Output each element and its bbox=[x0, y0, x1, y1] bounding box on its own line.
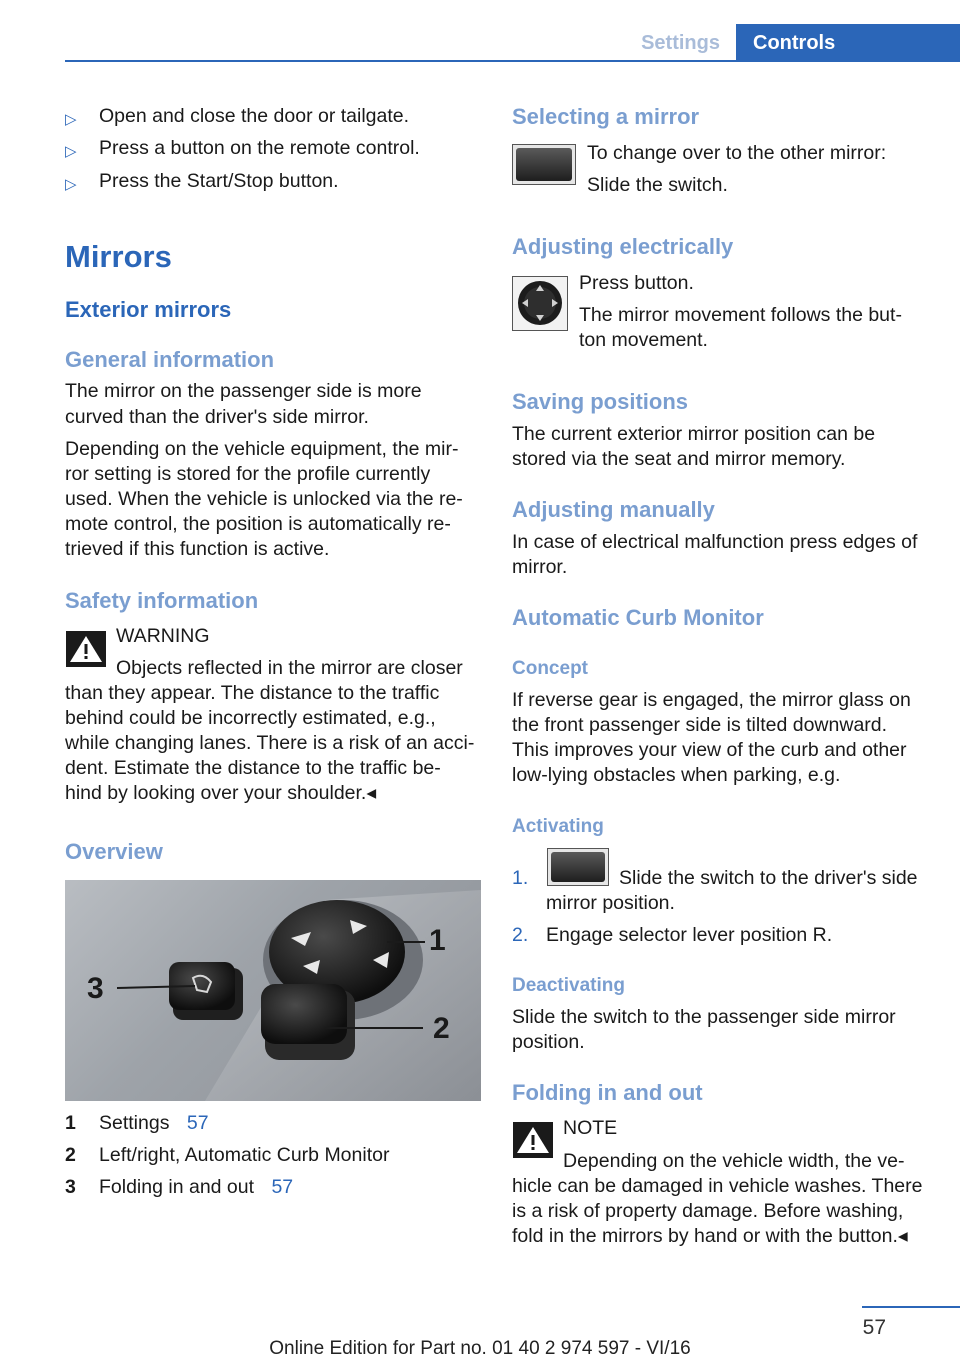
legend-text: Settings bbox=[99, 1112, 170, 1134]
page-number: 57 bbox=[862, 1316, 886, 1339]
step-text: mirror position. bbox=[546, 892, 675, 914]
heading-folding: Folding in and out bbox=[512, 1080, 703, 1105]
page-ref-link[interactable]: 57 bbox=[186, 1112, 209, 1134]
bullet-triangle-icon: ▷ bbox=[65, 143, 77, 160]
heading-overview: Overview bbox=[65, 839, 163, 864]
callout-number: 1 bbox=[429, 924, 446, 957]
saving-line: The current exterior mirror position can be bbox=[512, 423, 876, 445]
warning-triangle-icon bbox=[66, 631, 106, 667]
legend-text: Folding in and out bbox=[99, 1176, 255, 1198]
heading-adjusting-electrically: Adjusting electrically bbox=[512, 234, 734, 259]
heading-concept: Concept bbox=[512, 658, 588, 679]
legend-text: Left/right, Automatic Curb Monitor bbox=[99, 1144, 390, 1166]
general-line: mote control, the position is automatically re- bbox=[65, 513, 451, 535]
concept-line: low-lying obstacles when parking, e.g. bbox=[512, 764, 841, 786]
bullet-item: Open and close the door or tailgate. bbox=[99, 105, 410, 127]
warning-line: behind could be incorrectly estimated, e.g., bbox=[65, 707, 436, 729]
bullet-item: Press the Start/Stop button. bbox=[99, 170, 339, 192]
warning-line: Objects reflected in the mirror are closer bbox=[116, 657, 463, 679]
general-line: used. When the vehicle is unlocked via the re- bbox=[65, 488, 463, 510]
adjust-manual-line: In case of electrical malfunction press edges of bbox=[512, 531, 918, 553]
bullet-item: Press a button on the remote control. bbox=[99, 137, 420, 159]
heading-general-info: General information bbox=[65, 347, 275, 372]
concept-line: This improves your view of the curb and other bbox=[512, 739, 907, 761]
general-paragraph-1: The mirror on the passenger side is more curved than the driver's side mirror. bbox=[65, 380, 422, 428]
mirror-switch-icon bbox=[512, 144, 576, 185]
warning-label: WARNING bbox=[116, 625, 210, 647]
selecting-line: To change over to the other mirror: bbox=[587, 142, 887, 164]
note-triangle-icon bbox=[513, 1122, 553, 1158]
saving-line: stored via the seat and mirror memory. bbox=[512, 448, 846, 470]
warning-line: dent. Estimate the distance to the traffic be- bbox=[65, 757, 441, 779]
concept-line: If reverse gear is engaged, the mirror glass on bbox=[512, 689, 911, 711]
heading-selecting-mirror: Selecting a mirror bbox=[512, 104, 700, 129]
mirror-switch-icon bbox=[547, 848, 609, 886]
adjust-elec-line: The mirror movement follows the but- bbox=[579, 304, 902, 326]
step-number: 2. bbox=[512, 924, 529, 946]
direction-pad-icon bbox=[512, 276, 568, 331]
heading-deactivating: Deactivating bbox=[512, 975, 625, 996]
callout-number: 3 bbox=[87, 972, 104, 1005]
step-text: Engage selector lever position R. bbox=[546, 924, 833, 946]
note-label: NOTE bbox=[563, 1117, 618, 1139]
adjust-manual-line: mirror. bbox=[512, 556, 568, 578]
bullet-triangle-icon: ▷ bbox=[65, 111, 77, 128]
legend-item bbox=[99, 1144, 389, 1167]
section-title-mirrors: Mirrors bbox=[65, 239, 172, 274]
step-number: 1. bbox=[512, 867, 529, 889]
header-section[interactable]: Settings bbox=[641, 32, 720, 54]
note-line: fold in the mirrors by hand or with the button.◂ bbox=[512, 1225, 908, 1247]
note-line: Depending on the vehicle width, the ve- bbox=[563, 1150, 905, 1172]
legend-number: 1 bbox=[65, 1112, 76, 1134]
legend-item bbox=[99, 1176, 293, 1199]
note-line: is a risk of property damage. Before washing, bbox=[512, 1200, 904, 1222]
header-chapter[interactable]: Controls bbox=[736, 24, 960, 62]
legend-number: 2 bbox=[65, 1144, 76, 1166]
footer-rule bbox=[862, 1306, 960, 1308]
warning-line: than they appear. The distance to the traffic bbox=[65, 682, 440, 704]
general-line: trieved if this function is active. bbox=[65, 538, 330, 560]
deactivating-line: Slide the switch to the passenger side mirror bbox=[512, 1006, 896, 1028]
deactivating-line: position. bbox=[512, 1031, 585, 1053]
adjust-elec-line: ton movement. bbox=[579, 329, 708, 351]
adjust-elec-line: Press button. bbox=[579, 272, 694, 294]
legend-item bbox=[99, 1112, 209, 1135]
callout-number: 2 bbox=[433, 1012, 450, 1045]
selecting-line: Slide the switch. bbox=[587, 174, 728, 196]
subsection-title-exterior: Exterior mirrors bbox=[65, 297, 232, 322]
page-ref-link[interactable]: 57 bbox=[271, 1176, 294, 1198]
note-line: hicle can be damaged in vehicle washes. There bbox=[512, 1175, 923, 1197]
heading-saving-positions: Saving positions bbox=[512, 389, 689, 414]
general-line: Depending on the vehicle equipment, the mir- bbox=[65, 438, 459, 460]
heading-automatic-curb-monitor: Automatic Curb Monitor bbox=[512, 605, 764, 630]
bullet-triangle-icon: ▷ bbox=[65, 176, 77, 193]
step-text: Slide the switch to the driver's side bbox=[619, 867, 918, 889]
heading-safety-info: Safety information bbox=[65, 588, 259, 613]
concept-line: the front passenger side is tilted downward. bbox=[512, 714, 888, 736]
legend-number: 3 bbox=[65, 1176, 76, 1198]
footer-edition: Online Edition for Part no. 01 40 2 974 597 - VI/16 bbox=[269, 1338, 691, 1359]
warning-line: hind by looking over your shoulder.◂ bbox=[65, 782, 377, 804]
mirror-controls-photo bbox=[65, 880, 481, 1101]
general-line: ror setting is stored for the profile currently bbox=[65, 463, 431, 485]
heading-adjusting-manually: Adjusting manually bbox=[512, 497, 715, 522]
warning-line: while changing lanes. There is a risk of an acci- bbox=[65, 732, 475, 754]
heading-activating: Activating bbox=[512, 816, 604, 837]
